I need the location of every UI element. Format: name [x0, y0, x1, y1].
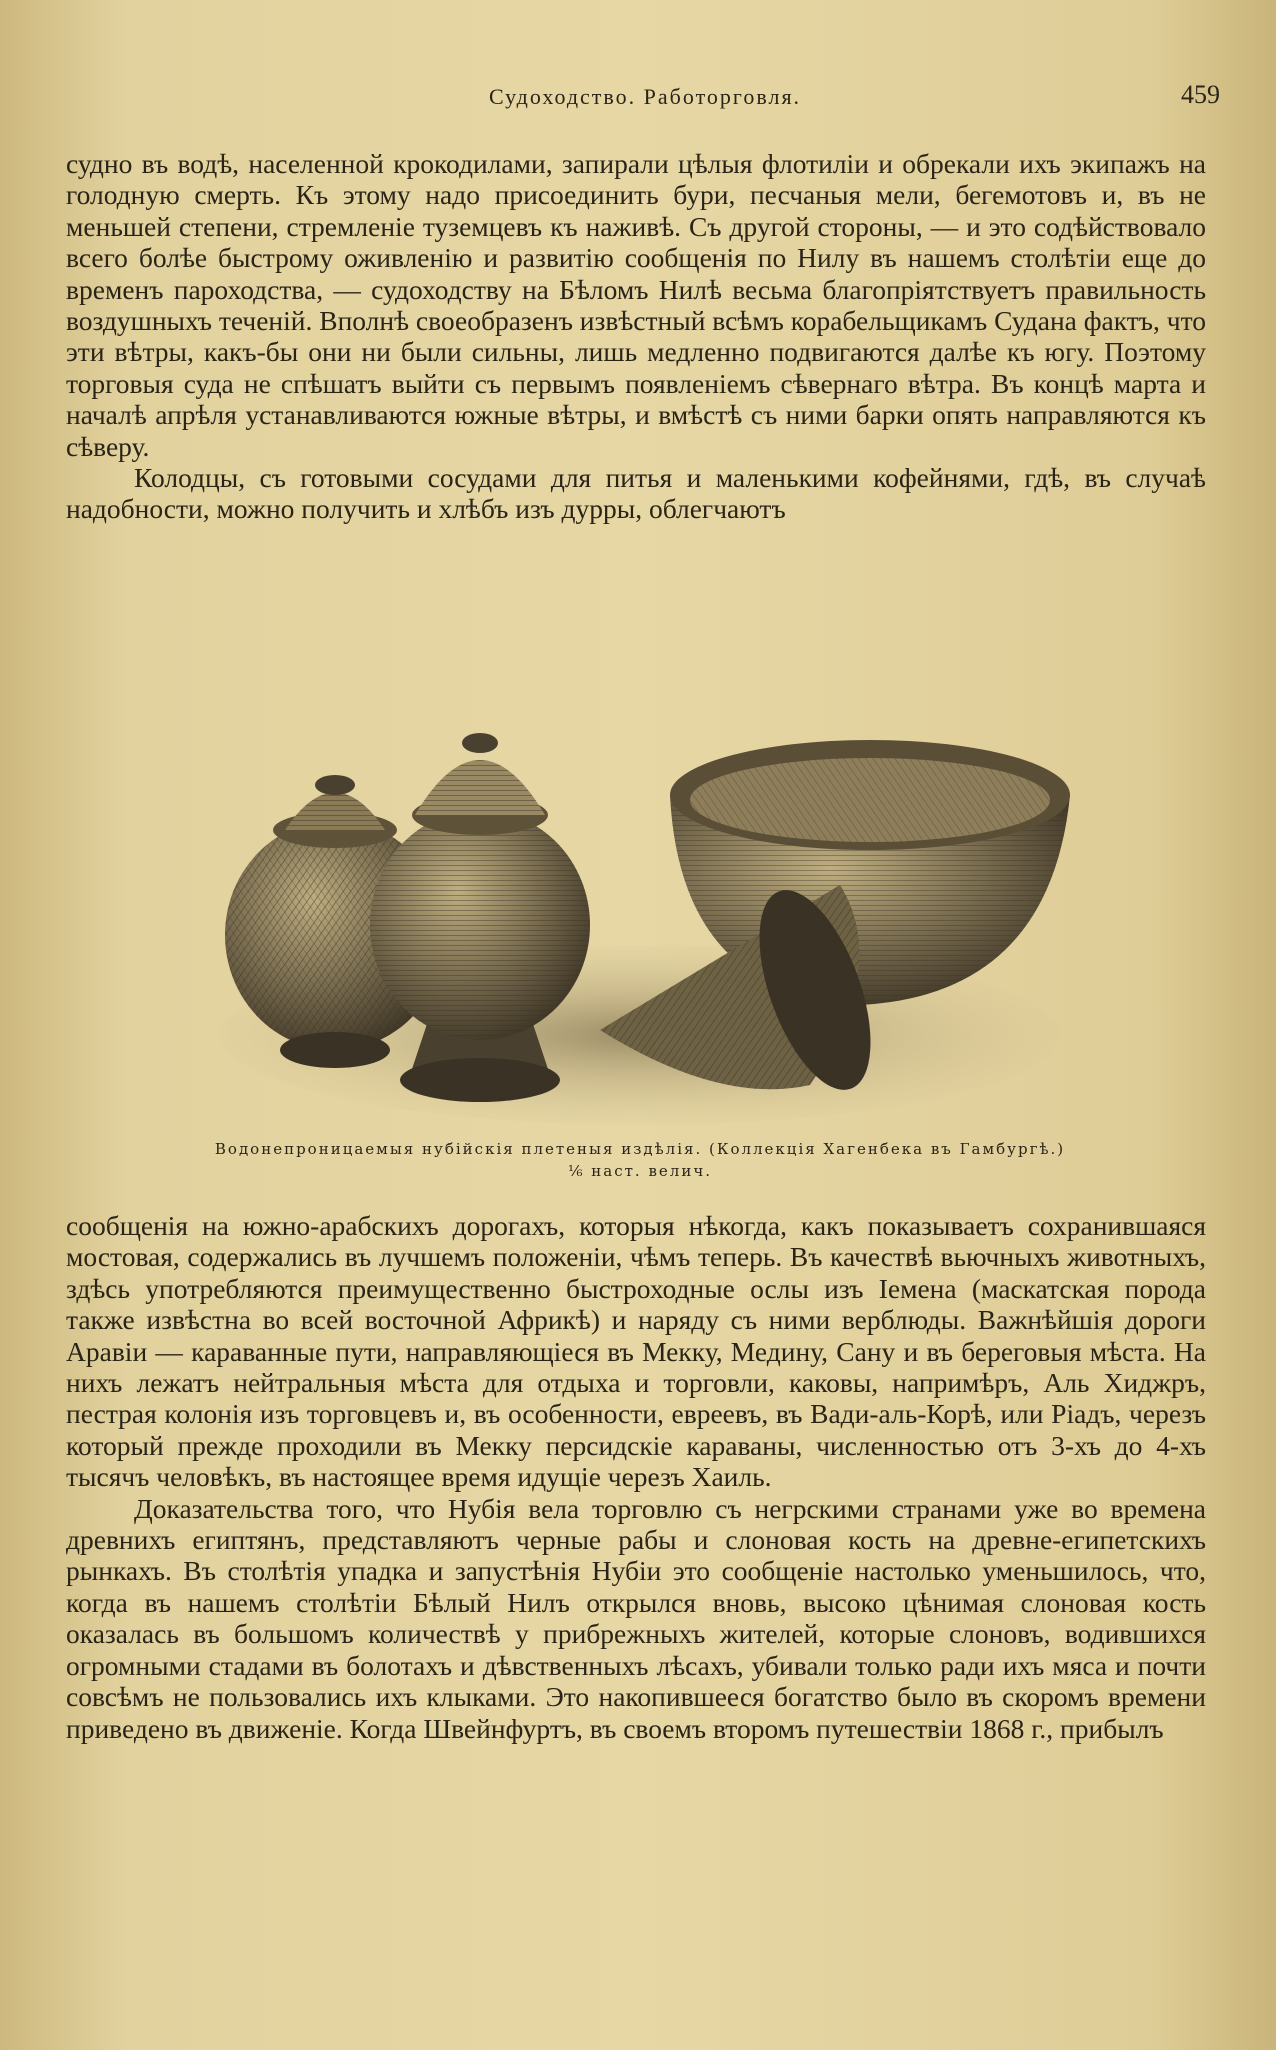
paragraph: Колодцы, съ готовыми сосудами для питья и маленькими кофейнями, гдѣ, въ случаѣ надобности, можно получить и хлѣбъ изъ дурры, облегчаютъ	[66, 462, 1206, 525]
page-number: 459	[1181, 80, 1220, 109]
caption-scale: ⅙ наст. велич.	[567, 1162, 712, 1180]
woven-vessels-engraving	[200, 635, 1080, 1125]
caption-title: Водонепроницаемыя нубійскія плетеныя издѣлія. (Коллекція Хагенбека въ Гамбургѣ.)	[214, 1140, 1066, 1158]
page-header	[70, 80, 1220, 114]
paragraph: Доказательства того, что Нубія вела торговлю съ негрскими странами уже во времена древнихъ египтянъ, представляютъ черные рабы и слоновая кость на древне-египетскихъ рынкахъ. Въ столѣтія упадка и запустѣнія Нубіи это сообщеніе настолько уменьшилось, что, когда въ нашемъ столѣтіи Бѣлый Нилъ открылся вновь, высоко цѣнимая слоновая кость оказалась въ большомъ количествѣ у прибрежныхъ жителей, которые слоновъ, водившихся огромными стадами въ болотахъ и дѣвственныхъ лѣсахъ, убивали только ради ихъ мяса и почти совсѣмъ не пользовались ихъ клыками. Это накопившееся богатство было въ скоромъ времени приведено въ движеніе. Когда Швейнфуртъ, въ своемъ второмъ путешествіи 1868 г., прибылъ	[66, 1492, 1206, 1744]
basketry-illustration	[200, 635, 1080, 1125]
running-title: Судоходство. Работорговля.	[488, 84, 802, 109]
text-block-bottom	[66, 1210, 1206, 1744]
figure-caption	[90, 1138, 1190, 1182]
text-block-top	[66, 148, 1206, 525]
paragraph: сообщенія на южно-арабскихъ дорогахъ, которыя нѣкогда, какъ показываетъ сохранившаяся мостовая, содержались въ лучшемъ положеніи, чѣмъ теперь. Въ качествѣ вьючныхъ животныхъ, здѣсь употребляются преимущественно быстроходные ослы изъ Іемена (маскатская порода также извѣстна во всей восточной Африкѣ) и наряду съ ними верблюды. Важнѣйшія дороги Аравіи — караванные пути, направляющіеся въ Мекку, Медину, Сану и въ береговыя мѣста. На нихъ лежатъ нейтральныя мѣста для отдыха и торговли, каковы, напримѣръ, Аль Хиджръ, пестрая колонія изъ торговцевъ и, въ особенности, евреевъ, въ Вади-аль-Корѣ, или Ріадъ, черезъ который прежде проходили въ Мекку персидскіе караваны, численностью отъ 3-хъ до 4-хъ тысячъ человѣкъ, въ настоящее время идущіе черезъ Хаиль.	[66, 1210, 1206, 1493]
paragraph: судно въ водѣ, населенной крокодилами, запирали цѣлыя флотиліи и обрекали ихъ экипажъ на голодную смерть. Къ этому надо присоединить бури, песчаныя мели, бегемотовъ и, въ не меньшей степени, стремленіе туземцевъ къ наживѣ. Съ другой стороны, — и это содѣйствовало всего болѣе быстрому оживленію и развитію сообщенія по Нилу въ нашемъ столѣтіи еще до временъ пароходства, — судоходству на Бѣломъ Нилѣ весьма благопріятствуетъ правильность воздушныхъ теченій. Вполнѣ своеобразенъ извѣстный всѣмъ корабельщикамъ Судана фактъ, что эти вѣтры, какъ-бы они ни были сильны, лишь медленно подвигаются далѣе къ югу. Поэтому торговыя суда не спѣшатъ выйти съ первымъ появленіемъ сѣвернаго вѣтра. Въ концѣ марта и началѣ апрѣля устанавливаются южные вѣтры, и вмѣстѣ съ ними барки опять направляются къ сѣверу.	[66, 148, 1206, 462]
